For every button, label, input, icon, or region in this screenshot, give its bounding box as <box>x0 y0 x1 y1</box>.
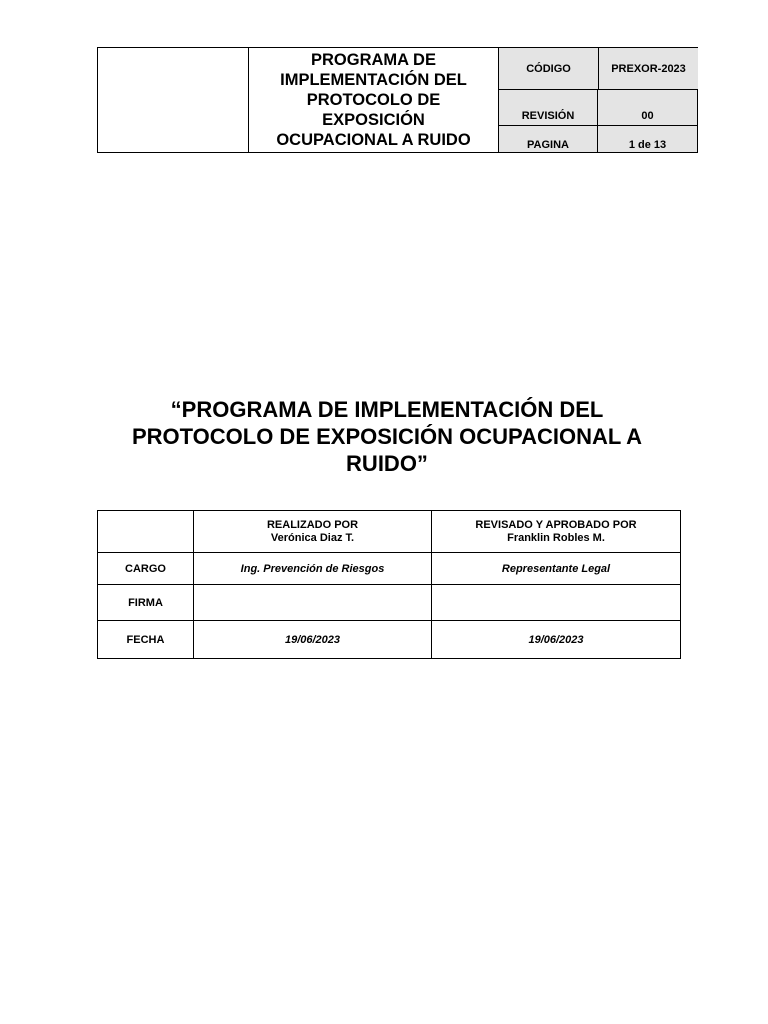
cargo-realizado: Ing. Prevención de Riesgos <box>194 553 432 585</box>
header-meta <box>498 48 698 152</box>
firma-row <box>98 584 680 621</box>
firma-realizado <box>194 585 432 621</box>
revisado-heading: REVISADO Y APROBADO POR <box>475 518 637 531</box>
pagina-value: 1 de 13 <box>598 126 697 152</box>
fecha-row <box>98 620 680 659</box>
firma-revisado <box>432 585 680 621</box>
header-title <box>249 48 498 152</box>
header-title-line: IMPLEMENTACIÓN DEL <box>280 71 467 89</box>
codigo-label: CÓDIGO <box>499 48 599 89</box>
revision-row <box>499 90 698 126</box>
signature-table <box>97 510 681 659</box>
realizado-header-cell <box>194 511 432 552</box>
revision-value: 00 <box>598 90 697 125</box>
document-title-line: RUIDO” <box>346 451 428 476</box>
cargo-revisado: Representante Legal <box>501 563 611 575</box>
fecha-label: FECHA <box>98 621 194 659</box>
pagina-label: PAGINA <box>499 126 598 152</box>
logo-cell <box>98 48 249 152</box>
codigo-row <box>499 48 698 90</box>
realizado-name: Verónica Diaz T. <box>270 531 355 544</box>
document-title <box>97 396 677 477</box>
document-header <box>97 47 698 153</box>
realizado-heading: REALIZADO POR <box>266 518 359 531</box>
cargo-row <box>98 552 680 585</box>
fecha-realizado: 19/06/2023 <box>194 621 432 659</box>
firma-label: FIRMA <box>98 585 194 621</box>
cargo-label: CARGO <box>98 553 194 585</box>
header-title-line: OCUPACIONAL A RUIDO <box>276 131 471 149</box>
header-title-line: PROGRAMA DE <box>311 51 436 69</box>
document-title-line: “PROGRAMA DE IMPLEMENTACIÓN DEL <box>170 397 604 422</box>
document-title-line: PROTOCOLO DE EXPOSICIÓN OCUPACIONAL A <box>131 424 643 449</box>
revision-label: REVISIÓN <box>499 90 598 125</box>
pagina-row <box>499 126 698 152</box>
revisado-header-cell <box>432 511 680 552</box>
empty-corner-cell <box>98 511 194 552</box>
fecha-revisado: 19/06/2023 <box>528 634 584 646</box>
revisado-name: Franklin Robles M. <box>507 531 605 544</box>
signature-header-row <box>98 511 680 552</box>
codigo-value: PREXOR-2023 <box>599 48 698 89</box>
header-title-line: PROTOCOLO DE <box>306 91 441 109</box>
header-title-line: EXPOSICIÓN <box>322 111 425 129</box>
